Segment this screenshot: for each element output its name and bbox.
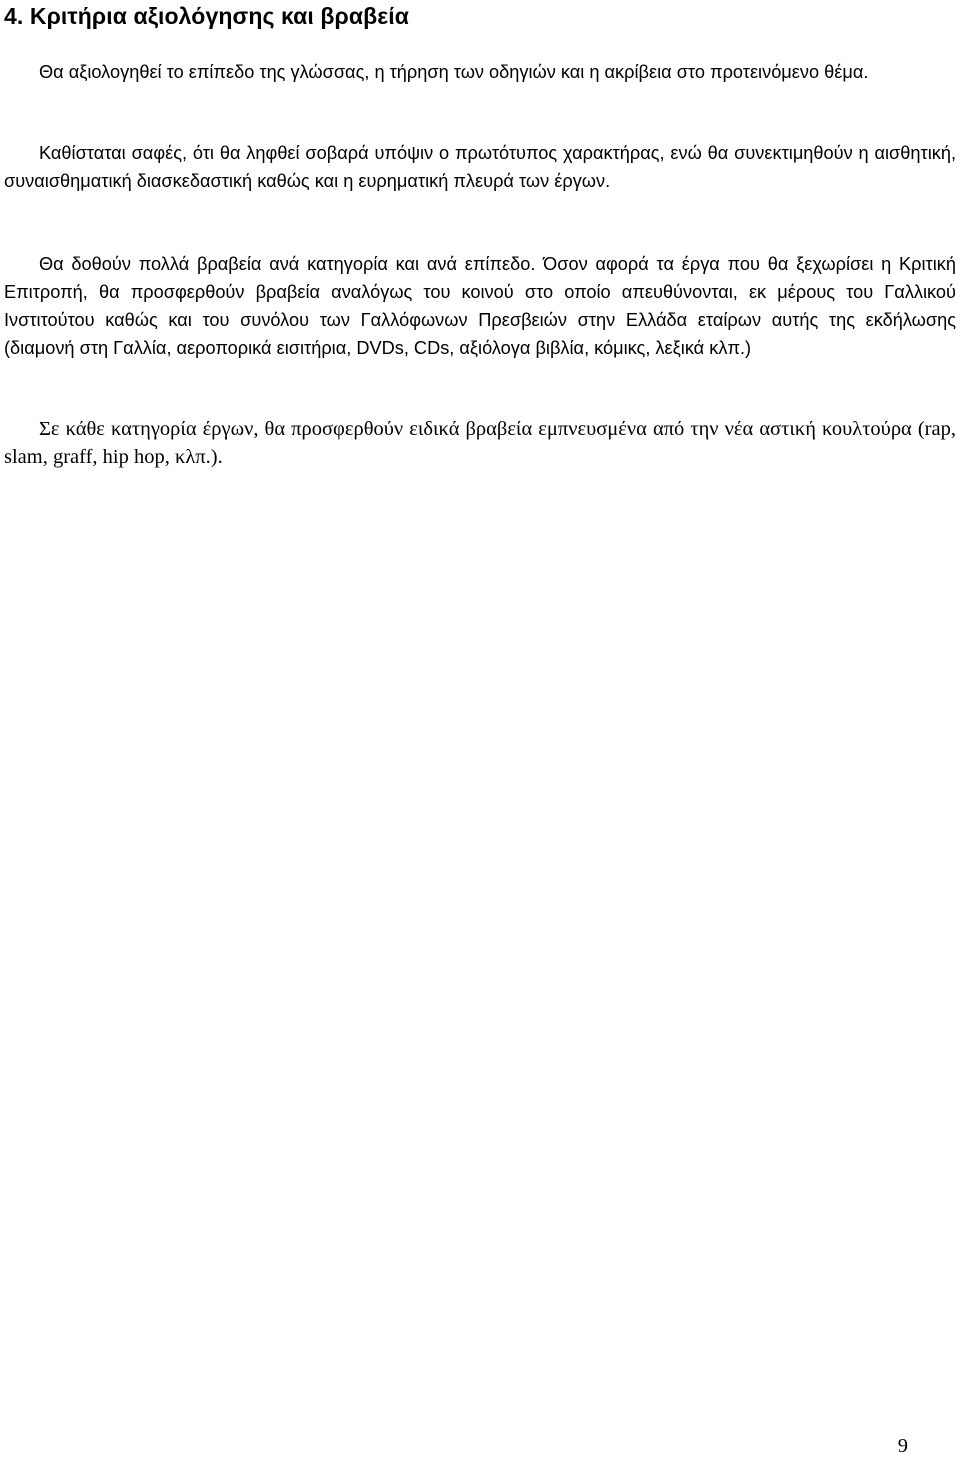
paragraph-urban-culture-awards: Σε κάθε κατηγορία έργων, θα προσφερθούν ειδικά βραβεία εμπνευσμένα από την νέα αστική κουλτούρα (rap, slam, graff, hip hop, κλπ.). (4, 418, 956, 468)
section-heading: 4. Κριτήρια αξιολόγησης και βραβεία (4, 3, 409, 29)
paragraph-awards: Θα δοθούν πολλά βραβεία ανά κατηγορία και ανά επίπεδο. Όσον αφορά τα έργα που θα ξεχωρίσει η Κριτική Επιτροπή, θα προσφερθούν βραβεία αναλόγως του κοινού στο οποίο απευθύνονται, εκ μέρους του Γαλλικού Ινστιτούτου καθώς και του συνόλου των Γαλλόφωνων Πρεσβειών στην Ελλάδα εταίρων αυτής της εκδήλωσης (διαμονή στη Γαλλία, αεροπορικά εισιτήρια, DVDs, CDs, αξιόλογα βιβλία, κόμικς, λεξικά κλπ.) (4, 254, 956, 358)
paragraph-evaluation-criteria: Θα αξιολογηθεί το επίπεδο της γλώσσας, η τήρηση των οδηγιών και η ακρίβεια στο προτεινόμενο θέμα. (39, 62, 869, 82)
paragraph-originality: Καθίσταται σαφές, ότι θα ληφθεί σοβαρά υπόψιν ο πρωτότυπος χαρακτήρας, ενώ θα συνεκτιμηθούν η αισθητική, συναισθηματική διασκεδαστική καθώς και η ευρηματική πλευρά των έργων. (4, 143, 956, 191)
page-number: 9 (897, 1435, 908, 1457)
